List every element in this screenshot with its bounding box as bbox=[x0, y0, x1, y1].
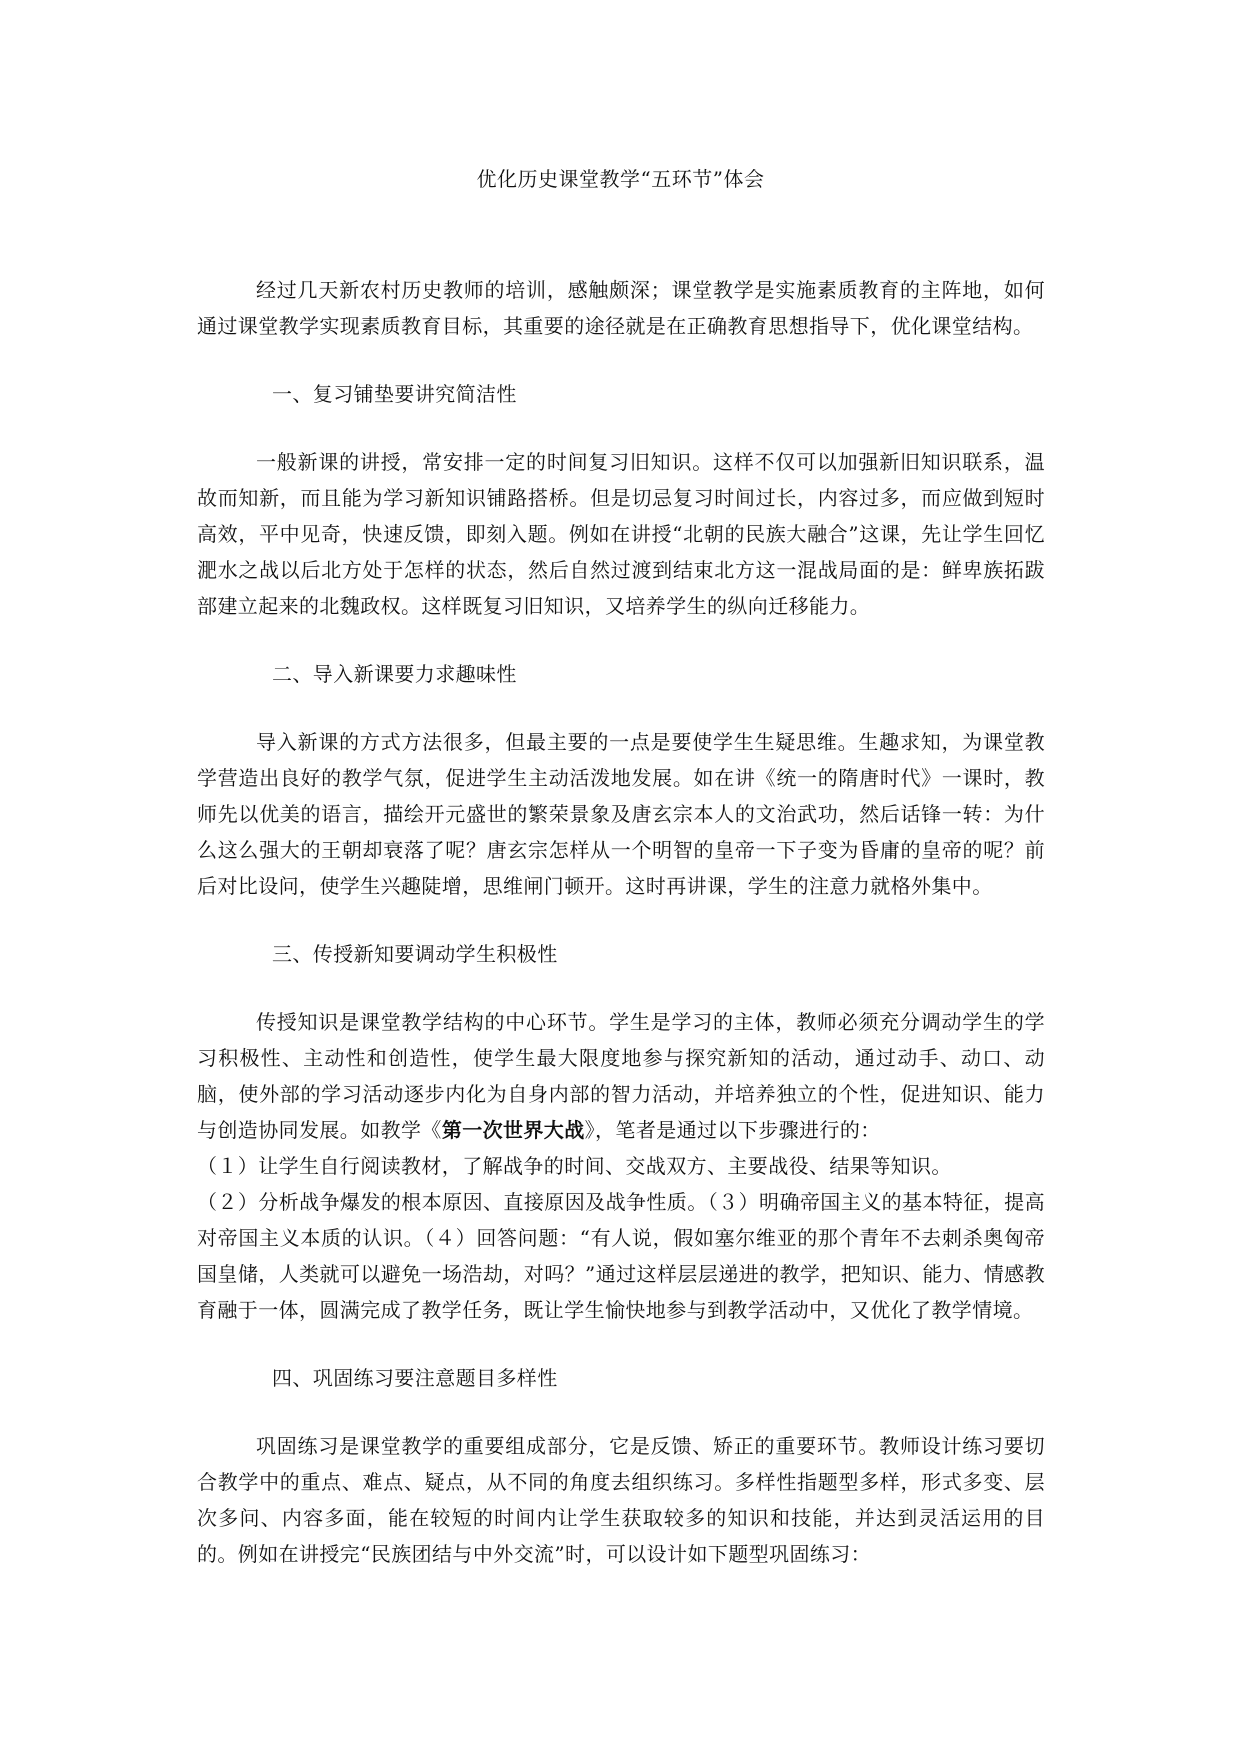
section-3-bold-term: 第一次世界大战 bbox=[441, 1118, 585, 1142]
intro-paragraph: 经过几天新农村历史教师的培训，感触颇深；课堂教学是实施素质教育的主阵地，如何通过课堂教学实现素质教育目标，其重要的途径就是在正确教育思想指导下，优化课堂结构。 bbox=[197, 278, 1045, 338]
section-1-heading: 一、复习铺垫要讲究简洁性 bbox=[272, 382, 517, 406]
section-2-heading: 二、导入新课要力求趣味性 bbox=[272, 662, 517, 686]
section-4-heading: 四、巩固练习要注意题目多样性 bbox=[272, 1366, 558, 1390]
section-3-step-1: （１）让学生自行阅读教材，了解战争的时间、交战双方、主要战役、结果等知识。 bbox=[197, 1154, 952, 1178]
document-body bbox=[197, 272, 1045, 1572]
section-3-steps-rest: （２）分析战争爆发的根本原因、直接原因及战争性质。（３）明确帝国主义的基本特征，提高对帝国主义本质的认识。（４）回答问题：“有人说，假如塞尔维亚的那个青年不去刺杀奥匈帝国皇储，人类就可以避免一场浩劫，对吗？”通过这样层层递进的教学，把知识、能力、情感教育融于一体，圆满完成了教学任务，既让学生愉快地参与到教学活动中，又优化了教学情境。 bbox=[197, 1190, 1045, 1322]
section-4-paragraph: 巩固练习是课堂教学的重要组成部分，它是反馈、矫正的重要环节。教师设计练习要切合教学中的重点、难点、疑点，从不同的角度去组织练习。多样性指题型多样，形式多变、层次多问、内容多面，能在较短的时间内让学生获取较多的知识和技能，并达到灵活运用的目的。例如在讲授完“民族团结与中外交流”时，可以设计如下题型巩固练习： bbox=[197, 1434, 1045, 1566]
section-2-paragraph: 导入新课的方式方法很多，但最主要的一点是要使学生生疑思维。生趣求知，为课堂教学营造出良好的教学气氛，促进学生主动活泼地发展。如在讲《统一的隋唐时代》一课时，教师先以优美的语言，描绘开元盛世的繁荣景象及唐玄宗本人的文治武功，然后话锋一转：为什么这么强大的王朝却衰落了呢？唐玄宗怎样从一个明智的皇帝一下子变为昏庸的皇帝的呢？前后对比设问，使学生兴趣陡增，思维闸门顿开。这时再讲课，学生的注意力就格外集中。 bbox=[197, 730, 1045, 898]
section-3-paragraph bbox=[197, 1004, 1045, 1328]
section-1-paragraph: 一般新课的讲授，常安排一定的时间复习旧知识。这样不仅可以加强新旧知识联系，温故而知新，而且能为学习新知识铺路搭桥。但是切忌复习时间过长，内容过多，而应做到短时高效，平中见奇，快速反馈，即刻入题。例如在讲授“北朝的民族大融合”这课，先让学生回忆淝水之战以后北方处于怎样的状态，然后自然过渡到结束北方这一混战局面的是：鲜卑族拓跋部建立起来的北魏政权。这样既复习旧知识，又培养学生的纵向迁移能力。 bbox=[197, 450, 1045, 618]
section-3-text-before: 传授知识是课堂教学结构的中心环节。学生是学习的主体，教师必须充分调动学生的学习积极性、主动性和创造性，使学生最大限度地参与探究新知的活动，通过动手、动口、动脑，使外部的学习活动逐步内化为自身内部的智力活动，并培养独立的个性，促进知识、能力与创造协同发展。如教学《 bbox=[197, 1010, 1045, 1142]
section-3-text-after: 》，笔者是通过以下步骤进行的： bbox=[584, 1118, 881, 1142]
section-3-heading: 三、传授新知要调动学生积极性 bbox=[272, 942, 558, 966]
document-title: 优化历史课堂教学“五环节”体会 bbox=[476, 167, 765, 191]
